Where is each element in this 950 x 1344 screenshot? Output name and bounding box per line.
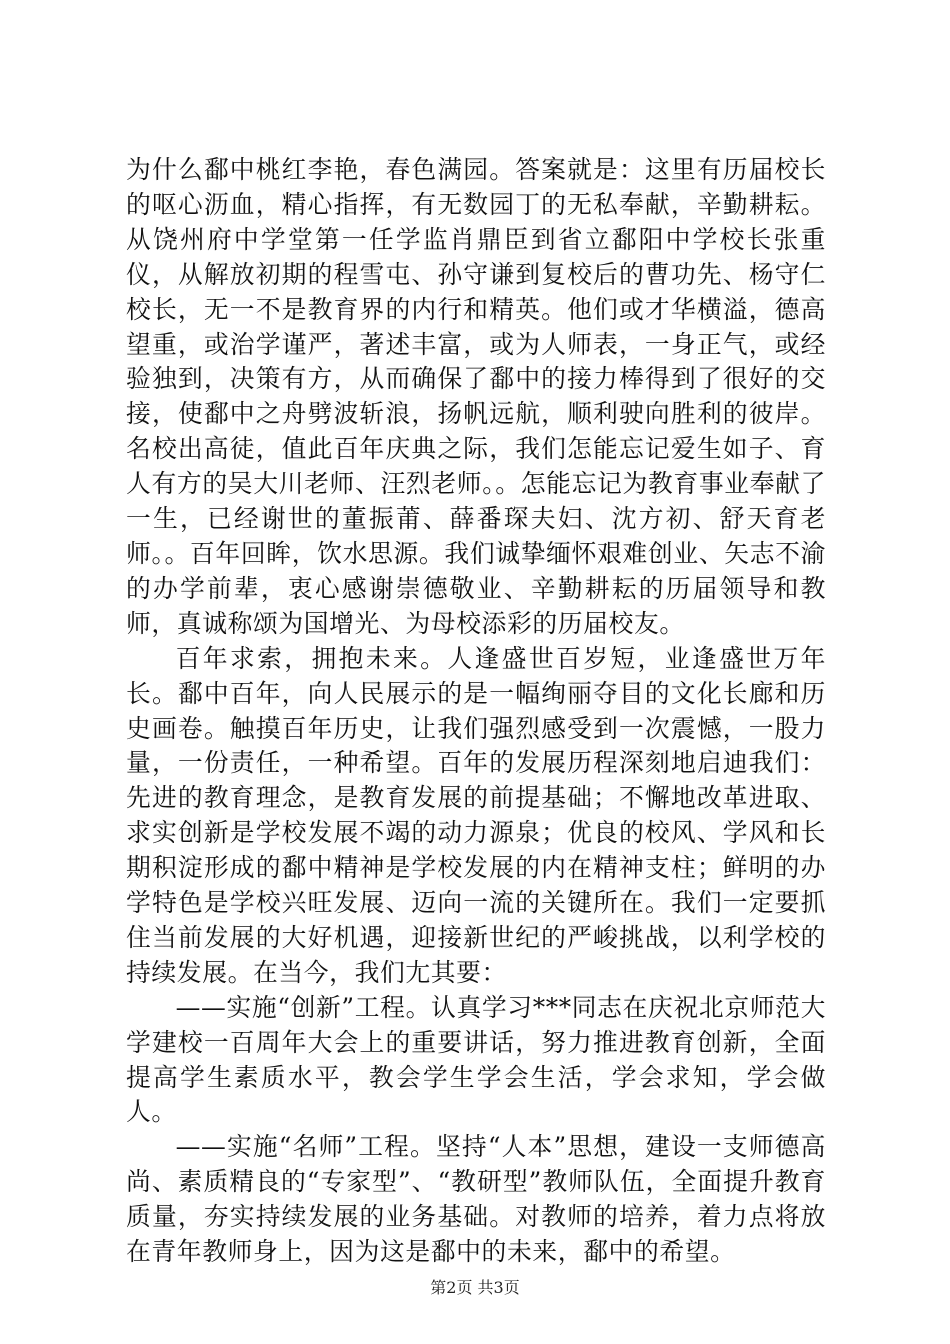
- paragraph-2: 百年求索，拥抱未来。人逢盛世百岁短，业逢盛世万年长。鄱中百年，向人民展示的是一幅绚丽夺目的文化长廊和历史画卷。触摸百年历史，让我们强烈感受到一次震憾，一股力量，一份责任，一种希望。百年的发展历程深刻地启迪我们：先进的教育理念，是教育发展的前提基础；不懈地改革进取、求实创新是学校发展不竭的动力源泉；优良的校风、学风和长期积淀形成的鄱中精神是学校发展的内在精神支柱；鲜明的办学特色是学校兴旺发展、迈向一流的关键所在。我们一定要抓住当前发展的大好机遇，迎接新世纪的严峻挑战，以利学校的持续发展。在当今，我们尢其要：: [126, 643, 826, 987]
- paragraph-4: ——实施“名师”工程。坚持“人本”思想，建设一支师德高尚、素质精良的“专家型”、“教研型”教师队伍，全面提升教育质量，夯实持续发展的业务基础。对教师的培养，着力点将放在青年教师身上，因为这是鄱中的未来，鄱中的希望。: [126, 1132, 826, 1267]
- page-number: 第2页 共3页: [430, 1278, 520, 1297]
- paragraph-3: ——实施“创新”工程。认真学习***同志在庆祝北京师范大学建校一百周年大会上的重要讲话，努力推进教育创新，全面提高学生素质水平，教会学生学会生活，学会求知，学会做人。: [126, 992, 826, 1127]
- paragraph-1: 为什么鄱中桃红李艳，春色满园。答案就是：这里有历届校长的呕心沥血，精心指挥，有无数园丁的无私奉献，辛勤耕耘。从饶州府中学堂第一任学监肖鼎臣到省立鄱阳中学校长张重仪，从解放初期的程雪屯、孙守谦到复校后的曹功先、杨守仁校长，无一不是教育界的内行和精英。他们或才华横溢，德高望重，或治学谨严，著述丰富，或为人师表，一身正气，或经验独到，决策有方，从而确保了鄱中的接力棒得到了很好的交接，使鄱中之舟劈波斩浪，扬帆远航，顺利驶向胜利的彼岸。名校出高徒，值此百年庆典之际，我们怎能忘记爱生如子、育人有方的吴大川老师、汪烈老师。。怎能忘记为教育事业奉献了一生，已经谢世的董振莆、薛番琛夫妇、沈方初、舒天育老师。。百年回眸，饮水思源。我们诚挚缅怀艰难创业、矢志不渝的办学前辈，衷心感谢崇德敬业、辛勤耕耘的历届领导和教师，真诚称颂为国增光、为母校添彩的历届校友。: [126, 155, 826, 638]
- document-body: [126, 153, 826, 1270]
